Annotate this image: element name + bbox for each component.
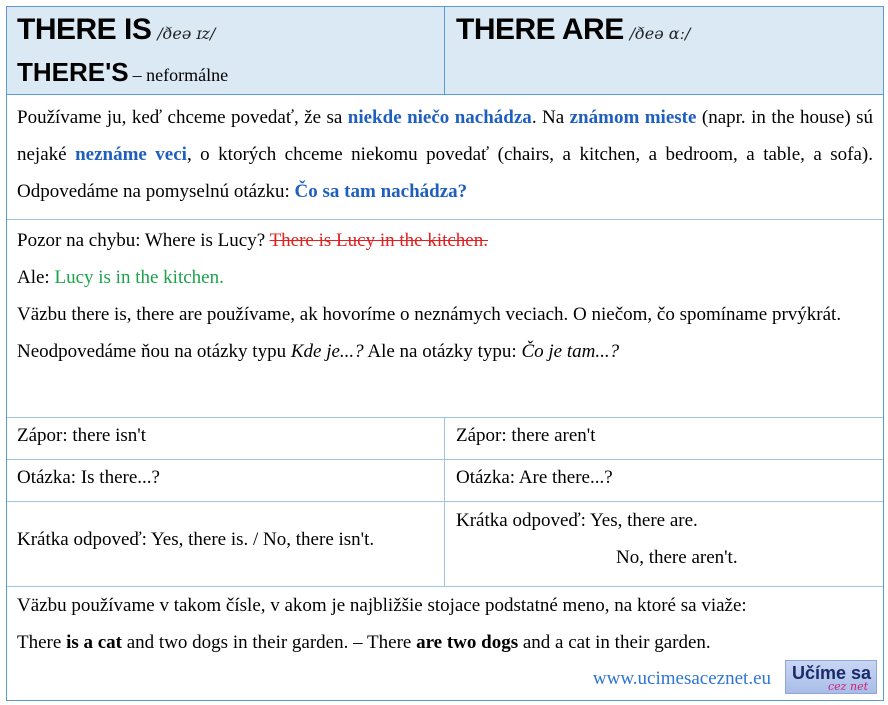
header-row (7, 7, 883, 95)
grammar-table (6, 6, 884, 701)
negation-there-is: Zápor: there isn't (17, 425, 146, 446)
header-there-are (446, 7, 883, 94)
question-there-is: Otázka: Is there...? (17, 467, 160, 488)
mistake-row (7, 220, 883, 418)
agreement-row (7, 587, 883, 700)
short-answer-there-are-no: No, there aren't. (616, 547, 738, 568)
ucime-sa-logo: Učíme sa cez net (785, 660, 877, 694)
question-there-are: Otázka: Are there...? (456, 467, 613, 488)
informal-note: – neformálne (132, 65, 229, 85)
website-link[interactable]: www.ucimesaceznet.eu (592, 668, 771, 689)
there-are-phonetic: /ðeə ɑː/ (629, 24, 691, 43)
mistake-line: Pozor na chybu: Where is Lucy? There is Lucy in the kitchen. (17, 230, 488, 251)
unknown-things-note: Väzbu there is, there are používame, ak hovoríme o neznámych veciach. O niečom, čo spomíname prvýkrát. (17, 304, 842, 325)
correct-example: Lucy is in the kitchen. (54, 267, 224, 288)
negation-row (7, 418, 883, 460)
agreement-rule: Väzbu používame v takom čísle, v akom je najbližšie stojace podstatné meno, na ktoré sa viaže: (17, 595, 747, 616)
question-row (7, 460, 883, 502)
correct-line: Ale: Lucy is in the kitchen. (17, 267, 224, 288)
there-are-title: THERE ARE (456, 13, 624, 46)
wrong-example: There is Lucy in the kitchen. (269, 230, 488, 251)
short-answer-row (7, 502, 883, 587)
agreement-example: There is a cat and two dogs in their garden. – There are two dogs and a cat in their garden. (17, 632, 711, 653)
question-type-line: Neodpovedáme ňou na otázky typu Kde je...? Ale na otázky typu: Čo je tam...? (17, 341, 620, 362)
short-answer-there-is: Krátka odpoveď: Yes, there is. / No, there isn't. (17, 529, 375, 550)
there-is-phonetic: /ðeə ɪz/ (157, 24, 216, 43)
negation-there-are: Zápor: there aren't (456, 425, 596, 446)
theres-title: THERE'S (17, 57, 129, 87)
usage-paragraph: Používame ju, keď chceme povedať, že sa niekde niečo nachádza. Na známom mieste (napr. in the house) sú nejaké neznáme veci, o ktorých chceme niekomu povedať (chairs, a kitchen, a bedroom, a table, a sofa). Odpovedáme na pomyselnú otázku: Čo sa tam nachádza? (17, 107, 874, 202)
short-answer-there-are-yes: Krátka odpoveď: Yes, there are. (456, 510, 698, 531)
there-is-title: THERE IS (17, 13, 152, 46)
header-there-is (7, 7, 445, 94)
usage-row (7, 96, 883, 220)
